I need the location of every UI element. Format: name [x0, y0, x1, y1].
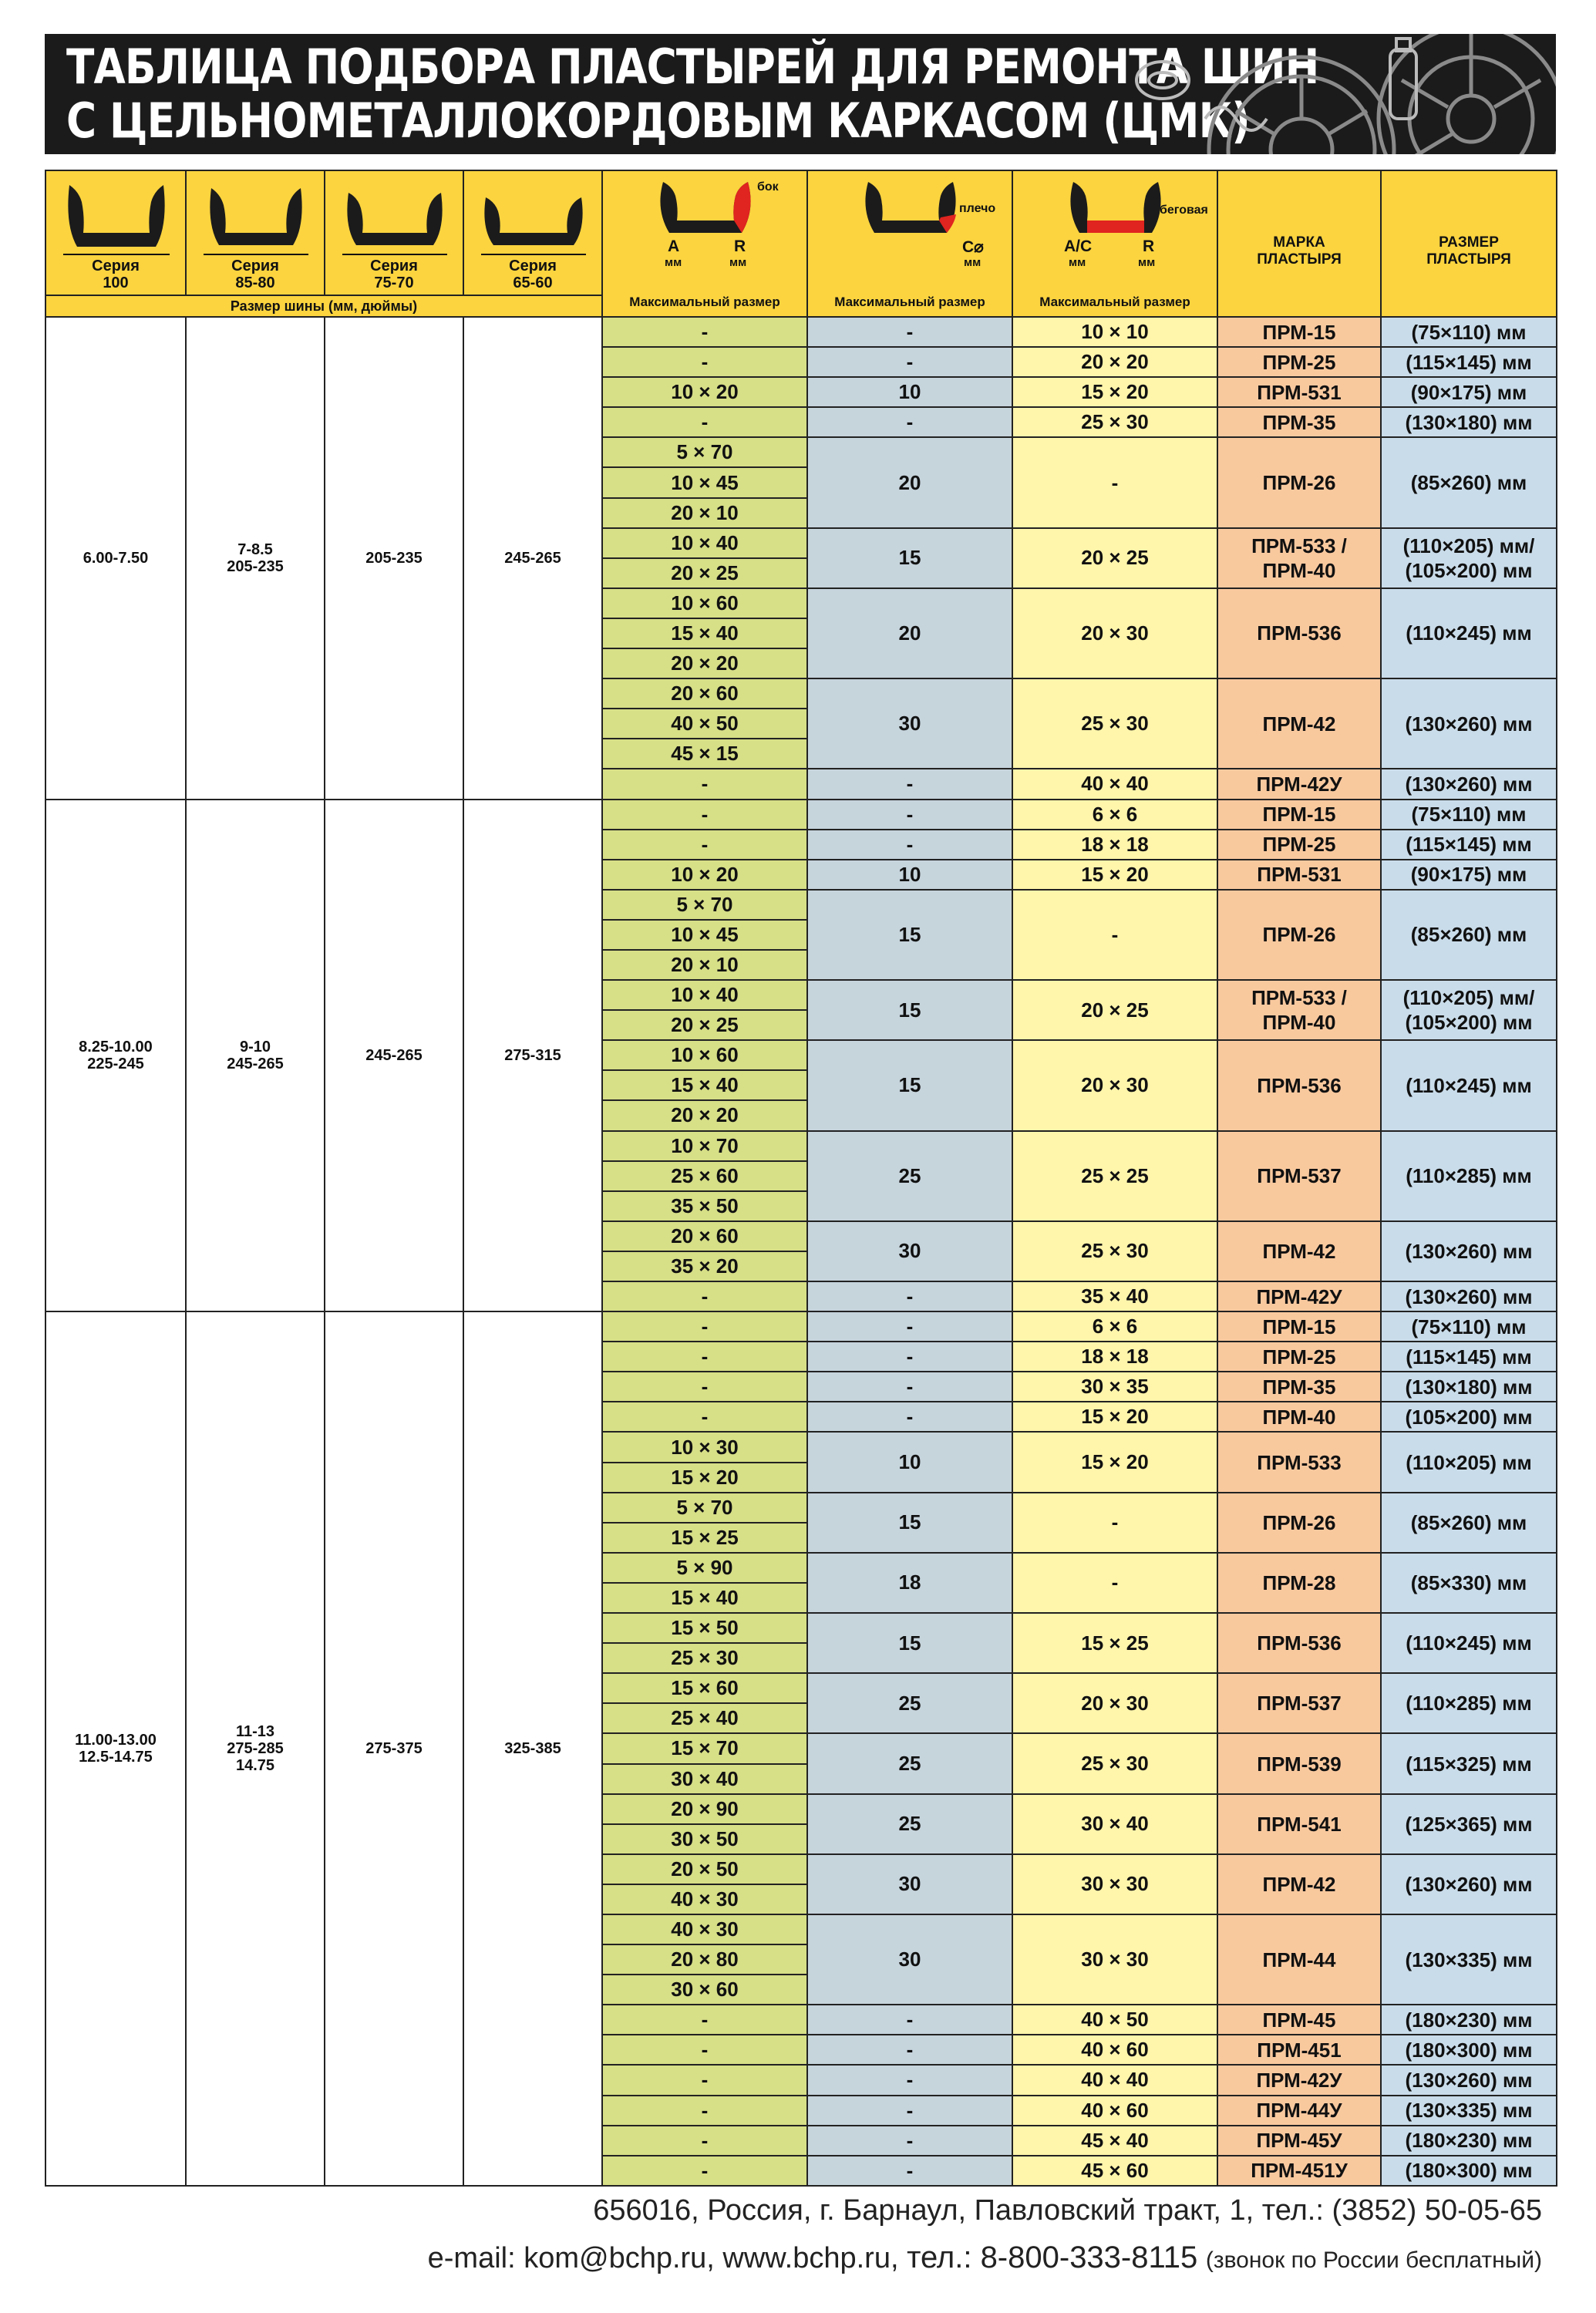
brand-header-label: МАРКА ПЛАСТЫРЯ: [1257, 234, 1342, 268]
shoulder-max-size: 25: [807, 1733, 1012, 1793]
patch-size: (180×230) мм: [1381, 2126, 1557, 2156]
patch-size: (75×110) мм: [1381, 1311, 1557, 1342]
patch-brand: ПРМ-45: [1217, 2005, 1381, 2035]
sidewall-max-size: -: [602, 2065, 807, 2095]
shoulder-max-size: 30: [807, 1221, 1012, 1281]
tread-r-unit: мм: [1138, 256, 1156, 269]
footer-note: (звонок по России бесплатный): [1205, 2247, 1542, 2273]
sidewall-max-size: -: [602, 2005, 807, 2035]
tread-max-size: 40 × 40: [1012, 769, 1217, 799]
sidewall-max-size: 10 × 60: [602, 588, 807, 618]
shoulder-max-size: 25: [807, 1794, 1012, 1854]
tread-max-size: 20 × 30: [1012, 1673, 1217, 1733]
tread-max-size: -: [1012, 1493, 1217, 1553]
series-100-label: Серия 100: [92, 258, 140, 291]
tread-max-size: 30 × 30: [1012, 1914, 1217, 2005]
tread-max-size: 20 × 20: [1012, 347, 1217, 377]
sidewall-max-size: 20 × 80: [602, 1944, 807, 1975]
shoulder-max-size: -: [807, 800, 1012, 830]
shoulder-max-size: 15: [807, 1613, 1012, 1673]
sidewall-max-size: -: [602, 800, 807, 830]
sidewall-max-size: 5 × 70: [602, 437, 807, 467]
patch-size: (110×205) мм/ (105×200) мм: [1381, 980, 1557, 1040]
table-row: [45, 317, 1557, 347]
patch-size: (130×260) мм: [1381, 1281, 1557, 1311]
sidewall-a-unit: мм: [665, 256, 682, 269]
tread-max-size: 20 × 30: [1012, 1040, 1217, 1130]
patch-size: (90×175) мм: [1381, 377, 1557, 407]
sidewall-a-label: A: [668, 237, 680, 255]
tread-max-label: Максимальный размер: [1039, 295, 1190, 309]
sidewall-max-size: 10 × 70: [602, 1131, 807, 1161]
tire-size-s85: 7-8.5 205-235: [186, 317, 325, 800]
patch-brand: ПРМ-536: [1217, 1613, 1381, 1673]
patch-brand: ПРМ-42: [1217, 678, 1381, 769]
tread-max-size: 15 × 20: [1012, 1402, 1217, 1432]
patch-size: (180×230) мм: [1381, 2005, 1557, 2035]
patch-size: (90×175) мм: [1381, 860, 1557, 890]
patch-size: (180×300) мм: [1381, 2156, 1557, 2186]
sidewall-max-size: -: [602, 2126, 807, 2156]
tire-profile-icon: [325, 171, 463, 256]
patch-brand: ПРМ-26: [1217, 1493, 1381, 1553]
footer-address: 656016, Россия, г. Барнаул, Павловский тракт, 1, тел.: (3852) 50-05-65: [593, 2194, 1542, 2227]
series-75-header: [325, 170, 463, 295]
shoulder-max-size: -: [807, 1402, 1012, 1432]
patch-brand: ПРМ-15: [1217, 800, 1381, 830]
sidewall-max-size: 10 × 20: [602, 860, 807, 890]
tire-profile-icon: [464, 171, 602, 256]
tread-max-size: 20 × 25: [1012, 528, 1217, 588]
patch-size: (115×145) мм: [1381, 1342, 1557, 1372]
shoulder-c-label: C⌀: [962, 238, 984, 256]
tire-size-s100: 6.00-7.50: [45, 317, 186, 800]
sidewall-max-size: 10 × 40: [602, 980, 807, 1010]
patch-size: (85×260) мм: [1381, 1493, 1557, 1553]
patch-brand: ПРМ-26: [1217, 437, 1381, 527]
tread-max-size: 40 × 40: [1012, 2065, 1217, 2095]
sidewall-max-size: 40 × 30: [602, 1884, 807, 1914]
patch-brand: ПРМ-537: [1217, 1131, 1381, 1221]
tread-max-size: 25 × 30: [1012, 407, 1217, 437]
patch-brand: ПРМ-451У: [1217, 2156, 1381, 2186]
patch-brand: ПРМ-28: [1217, 1553, 1381, 1613]
patch-size: (130×260) мм: [1381, 1221, 1557, 1281]
series-65-header: [463, 170, 602, 295]
series-75-label: Серия 75-70: [370, 258, 418, 291]
footer-email-web: e-mail: kom@bchp.ru, www.bchp.ru,: [427, 2242, 899, 2274]
patch-brand: ПРМ-15: [1217, 1311, 1381, 1342]
tire-profile-icon: [187, 171, 325, 256]
sidewall-max-size: 20 × 10: [602, 950, 807, 980]
patch-size: (115×325) мм: [1381, 1733, 1557, 1793]
tread-max-size: 35 × 40: [1012, 1281, 1217, 1311]
patch-brand: ПРМ-44: [1217, 1914, 1381, 2005]
patch-brand: ПРМ-451: [1217, 2035, 1381, 2065]
sidewall-max-size: 30 × 50: [602, 1824, 807, 1854]
patch-size: (180×300) мм: [1381, 2035, 1557, 2065]
patch-size: (85×260) мм: [1381, 437, 1557, 527]
tread-max-size: 15 × 20: [1012, 377, 1217, 407]
tire-wheel-illustration: [970, 34, 1556, 154]
tread-max-size: 40 × 50: [1012, 2005, 1217, 2035]
shoulder-max-size: -: [807, 317, 1012, 347]
tread-max-size: 40 × 60: [1012, 2096, 1217, 2126]
shoulder-max-size: -: [807, 407, 1012, 437]
tread-max-size: 18 × 18: [1012, 1342, 1217, 1372]
patch-brand: ПРМ-42У: [1217, 2065, 1381, 2095]
patch-size: (110×205) мм/ (105×200) мм: [1381, 528, 1557, 588]
sidewall-header: [602, 170, 807, 317]
series-85-label: Серия 85-80: [231, 258, 279, 291]
patch-brand: ПРМ-45У: [1217, 2126, 1381, 2156]
patch-brand: ПРМ-35: [1217, 407, 1381, 437]
size-header-label: РАЗМЕР ПЛАСТЫРЯ: [1426, 234, 1511, 268]
shoulder-max-size: 15: [807, 890, 1012, 980]
patch-selection-table: [45, 170, 1557, 2187]
patch-size: (130×180) мм: [1381, 407, 1557, 437]
sidewall-max-size: 35 × 50: [602, 1191, 807, 1221]
tire-size-s100: 8.25-10.00 225-245: [45, 800, 186, 1312]
tread-max-size: 25 × 30: [1012, 1733, 1217, 1793]
shoulder-header: [807, 170, 1012, 317]
tread-max-size: 18 × 18: [1012, 830, 1217, 860]
sidewall-max-size: 15 × 40: [602, 618, 807, 648]
shoulder-max-size: -: [807, 830, 1012, 860]
patch-size: (75×110) мм: [1381, 800, 1557, 830]
shoulder-max-size: -: [807, 1372, 1012, 1402]
tread-max-size: 40 × 60: [1012, 2035, 1217, 2065]
tire-profile-icon: [46, 171, 186, 256]
patch-brand: ПРМ-533 / ПРМ-40: [1217, 528, 1381, 588]
sidewall-r-label: R: [734, 237, 746, 255]
series-100-header: [45, 170, 186, 295]
patch-size: (105×200) мм: [1381, 1402, 1557, 1432]
sidewall-max-size: -: [602, 2096, 807, 2126]
patch-brand: ПРМ-42У: [1217, 1281, 1381, 1311]
patch-size: (130×260) мм: [1381, 678, 1557, 769]
shoulder-max-size: -: [807, 2035, 1012, 2065]
patch-brand: ПРМ-42: [1217, 1221, 1381, 1281]
shoulder-max-size: -: [807, 2065, 1012, 2095]
tire-size-s65: 275-315: [463, 800, 602, 1312]
sidewall-max-size: 10 × 60: [602, 1040, 807, 1070]
tire-size-s75: 245-265: [325, 800, 463, 1312]
tire-size-s100: 11.00-13.00 12.5-14.75: [45, 1311, 186, 2186]
tread-max-size: 45 × 60: [1012, 2156, 1217, 2186]
sidewall-max-size: 10 × 30: [602, 1432, 807, 1462]
tread-header: [1012, 170, 1217, 317]
sidewall-max-size: -: [602, 830, 807, 860]
tread-max-size: 20 × 25: [1012, 980, 1217, 1040]
table-row: [45, 800, 1557, 830]
sidewall-max-size: 20 × 50: [602, 1854, 807, 1884]
tread-max-size: 30 × 40: [1012, 1794, 1217, 1854]
patch-brand: ПРМ-42У: [1217, 769, 1381, 799]
patch-size: (110×245) мм: [1381, 588, 1557, 678]
patch-brand: ПРМ-35: [1217, 1372, 1381, 1402]
sidewall-max-size: -: [602, 1402, 807, 1432]
patch-size: (85×260) мм: [1381, 890, 1557, 980]
tire-size-s85: 9-10 245-265: [186, 800, 325, 1312]
shoulder-max-size: 20: [807, 437, 1012, 527]
title-line-2: С ЦЕЛЬНОМЕТАЛЛОКОРДОВЫМ КАРКАСОМ (ЦМК): [66, 93, 1250, 149]
tread-max-size: 25 × 30: [1012, 1221, 1217, 1281]
sidewall-max-size: 45 × 15: [602, 739, 807, 769]
table-row: [45, 1311, 1557, 1342]
shoulder-max-size: 30: [807, 1854, 1012, 1914]
sidewall-max-size: 40 × 30: [602, 1914, 807, 1944]
sidewall-max-size: 15 × 50: [602, 1613, 807, 1643]
sidewall-max-size: 20 × 90: [602, 1794, 807, 1824]
patch-size: (85×330) мм: [1381, 1553, 1557, 1613]
sidewall-max-size: -: [602, 1372, 807, 1402]
series-85-header: [186, 170, 325, 295]
tread-max-size: -: [1012, 890, 1217, 980]
shoulder-max-label: Максимальный размер: [834, 295, 985, 309]
tread-max-size: 15 × 20: [1012, 1432, 1217, 1492]
patch-size: (130×335) мм: [1381, 2096, 1557, 2126]
shoulder-max-size: -: [807, 2156, 1012, 2186]
patch-size: (115×145) мм: [1381, 830, 1557, 860]
shoulder-max-size: 25: [807, 1673, 1012, 1733]
patch-brand: ПРМ-25: [1217, 830, 1381, 860]
shoulder-max-size: -: [807, 2096, 1012, 2126]
tread-max-size: 45 × 40: [1012, 2126, 1217, 2156]
tread-max-size: 15 × 25: [1012, 1613, 1217, 1673]
shoulder-max-size: 15: [807, 528, 1012, 588]
sidewall-max-size: 15 × 20: [602, 1463, 807, 1493]
sidewall-max-size: 40 × 50: [602, 709, 807, 739]
sidewall-max-size: -: [602, 769, 807, 799]
shoulder-tag: плечо: [959, 202, 996, 215]
tire-size-s75: 205-235: [325, 317, 463, 800]
patch-size: (125×365) мм: [1381, 1794, 1557, 1854]
shoulder-max-size: -: [807, 347, 1012, 377]
sidewall-max-size: -: [602, 1311, 807, 1342]
brand-header: [1217, 170, 1381, 317]
patch-size: (130×335) мм: [1381, 1914, 1557, 2005]
patch-size: (110×285) мм: [1381, 1673, 1557, 1733]
sidewall-max-size: 15 × 40: [602, 1583, 807, 1613]
tire-size-s65: 245-265: [463, 317, 602, 800]
sidewall-r-unit: мм: [729, 256, 747, 269]
shoulder-max-size: 10: [807, 1432, 1012, 1492]
shoulder-max-size: -: [807, 2005, 1012, 2035]
shoulder-max-size: 15: [807, 1493, 1012, 1553]
sidewall-tag: бок: [757, 180, 779, 194]
sidewall-max-size: 10 × 45: [602, 467, 807, 497]
title-banner: [45, 34, 1556, 154]
series-65-label: Серия 65-60: [509, 258, 557, 291]
sidewall-max-size: 5 × 70: [602, 890, 807, 920]
patch-brand: ПРМ-541: [1217, 1794, 1381, 1854]
tread-max-size: 10 × 10: [1012, 317, 1217, 347]
shoulder-max-size: 20: [807, 588, 1012, 678]
tread-max-size: 6 × 6: [1012, 1311, 1217, 1342]
patch-size: (110×205) мм: [1381, 1432, 1557, 1492]
patch-size: (130×260) мм: [1381, 2065, 1557, 2095]
patch-size: (130×260) мм: [1381, 769, 1557, 799]
tire-size-s65: 325-385: [463, 1311, 602, 2186]
shoulder-max-size: 10: [807, 377, 1012, 407]
shoulder-max-size: 30: [807, 1914, 1012, 2005]
sidewall-max-label: Максимальный размер: [629, 295, 780, 309]
patch-brand: ПРМ-40: [1217, 1402, 1381, 1432]
patch-size: (110×245) мм: [1381, 1613, 1557, 1673]
tread-max-size: 6 × 6: [1012, 800, 1217, 830]
tread-max-size: 15 × 20: [1012, 860, 1217, 890]
sidewall-max-size: 15 × 40: [602, 1070, 807, 1100]
sidewall-max-size: 15 × 70: [602, 1733, 807, 1763]
sidewall-max-size: 20 × 25: [602, 558, 807, 588]
sidewall-max-size: 20 × 60: [602, 1221, 807, 1251]
sidewall-max-size: 20 × 20: [602, 648, 807, 678]
shoulder-max-size: -: [807, 769, 1012, 799]
patch-size: (110×285) мм: [1381, 1131, 1557, 1221]
sidewall-max-size: 30 × 40: [602, 1764, 807, 1794]
sidewall-max-size: -: [602, 1281, 807, 1311]
sidewall-max-size: 25 × 60: [602, 1161, 807, 1191]
tread-max-size: 25 × 30: [1012, 678, 1217, 769]
tread-r-label: R: [1143, 237, 1155, 255]
shoulder-max-size: 15: [807, 1040, 1012, 1130]
sidewall-max-size: 10 × 45: [602, 920, 807, 950]
sidewall-max-size: 5 × 90: [602, 1553, 807, 1583]
footer-phone: тел.: 8-800-333-8115: [907, 2241, 1198, 2274]
sidewall-max-size: -: [602, 347, 807, 377]
shoulder-max-size: 18: [807, 1553, 1012, 1613]
patch-brand: ПРМ-536: [1217, 1040, 1381, 1130]
tread-ac-unit: мм: [1069, 256, 1086, 269]
patch-size: (115×145) мм: [1381, 347, 1557, 377]
sidewall-max-size: 15 × 60: [602, 1673, 807, 1703]
patch-brand: ПРМ-533: [1217, 1432, 1381, 1492]
sidewall-max-size: 20 × 10: [602, 498, 807, 528]
patch-size: (110×245) мм: [1381, 1040, 1557, 1130]
tread-max-size: 25 × 25: [1012, 1131, 1217, 1221]
patch-brand: ПРМ-15: [1217, 317, 1381, 347]
patch-brand: ПРМ-533 / ПРМ-40: [1217, 980, 1381, 1040]
sidewall-max-size: 20 × 20: [602, 1100, 807, 1130]
tread-max-size: 30 × 30: [1012, 1854, 1217, 1914]
patch-brand: ПРМ-539: [1217, 1733, 1381, 1793]
patch-brand: ПРМ-537: [1217, 1673, 1381, 1733]
tire-size-s85: 11-13 275-285 14.75: [186, 1311, 325, 2186]
patch-size: (130×260) мм: [1381, 1854, 1557, 1914]
tread-max-size: -: [1012, 1553, 1217, 1613]
tread-tag: беговая: [1160, 204, 1208, 217]
size-header: [1381, 170, 1557, 317]
patch-brand: ПРМ-42: [1217, 1854, 1381, 1914]
sidewall-max-size: 25 × 30: [602, 1643, 807, 1673]
sidewall-max-size: -: [602, 317, 807, 347]
sidewall-max-size: 25 × 40: [602, 1703, 807, 1733]
shoulder-max-size: 10: [807, 860, 1012, 890]
tread-max-size: 30 × 35: [1012, 1372, 1217, 1402]
sidewall-max-size: 15 × 25: [602, 1523, 807, 1553]
sidewall-max-size: -: [602, 407, 807, 437]
patch-brand: ПРМ-26: [1217, 890, 1381, 980]
sidewall-max-size: 20 × 25: [602, 1010, 807, 1040]
shoulder-max-size: -: [807, 1342, 1012, 1372]
tread-ac-label: A/C: [1064, 237, 1093, 255]
shoulder-max-size: -: [807, 1281, 1012, 1311]
shoulder-max-size: -: [807, 2126, 1012, 2156]
shoulder-max-size: 15: [807, 980, 1012, 1040]
patch-size: (130×180) мм: [1381, 1372, 1557, 1402]
tire-size-caption: Размер шины (мм, дюймы): [45, 295, 602, 317]
sidewall-max-size: 30 × 60: [602, 1975, 807, 2005]
patch-brand: ПРМ-25: [1217, 1342, 1381, 1372]
shoulder-max-size: 30: [807, 678, 1012, 769]
sidewall-max-size: 10 × 20: [602, 377, 807, 407]
title-line-1: ТАБЛИЦА ПОДБОРА ПЛАСТЫРЕЙ ДЛЯ РЕМОНТА ШИН: [66, 39, 1319, 95]
patch-brand: ПРМ-536: [1217, 588, 1381, 678]
footer-contacts: [428, 2241, 1542, 2275]
tread-max-size: 20 × 30: [1012, 588, 1217, 678]
sidewall-max-size: 5 × 70: [602, 1493, 807, 1523]
sidewall-max-size: 10 × 40: [602, 528, 807, 558]
shoulder-max-size: -: [807, 1311, 1012, 1342]
patch-brand: ПРМ-44У: [1217, 2096, 1381, 2126]
sidewall-max-size: -: [602, 2035, 807, 2065]
sidewall-max-size: -: [602, 1342, 807, 1372]
sidewall-max-size: -: [602, 2156, 807, 2186]
patch-size: (75×110) мм: [1381, 317, 1557, 347]
shoulder-c-unit: мм: [964, 256, 982, 269]
shoulder-max-size: 25: [807, 1131, 1012, 1221]
patch-brand: ПРМ-531: [1217, 860, 1381, 890]
patch-brand: ПРМ-531: [1217, 377, 1381, 407]
tread-max-size: -: [1012, 437, 1217, 527]
tire-size-s75: 275-375: [325, 1311, 463, 2186]
sidewall-max-size: 35 × 20: [602, 1251, 807, 1281]
patch-brand: ПРМ-25: [1217, 347, 1381, 377]
sidewall-max-size: 20 × 60: [602, 678, 807, 709]
